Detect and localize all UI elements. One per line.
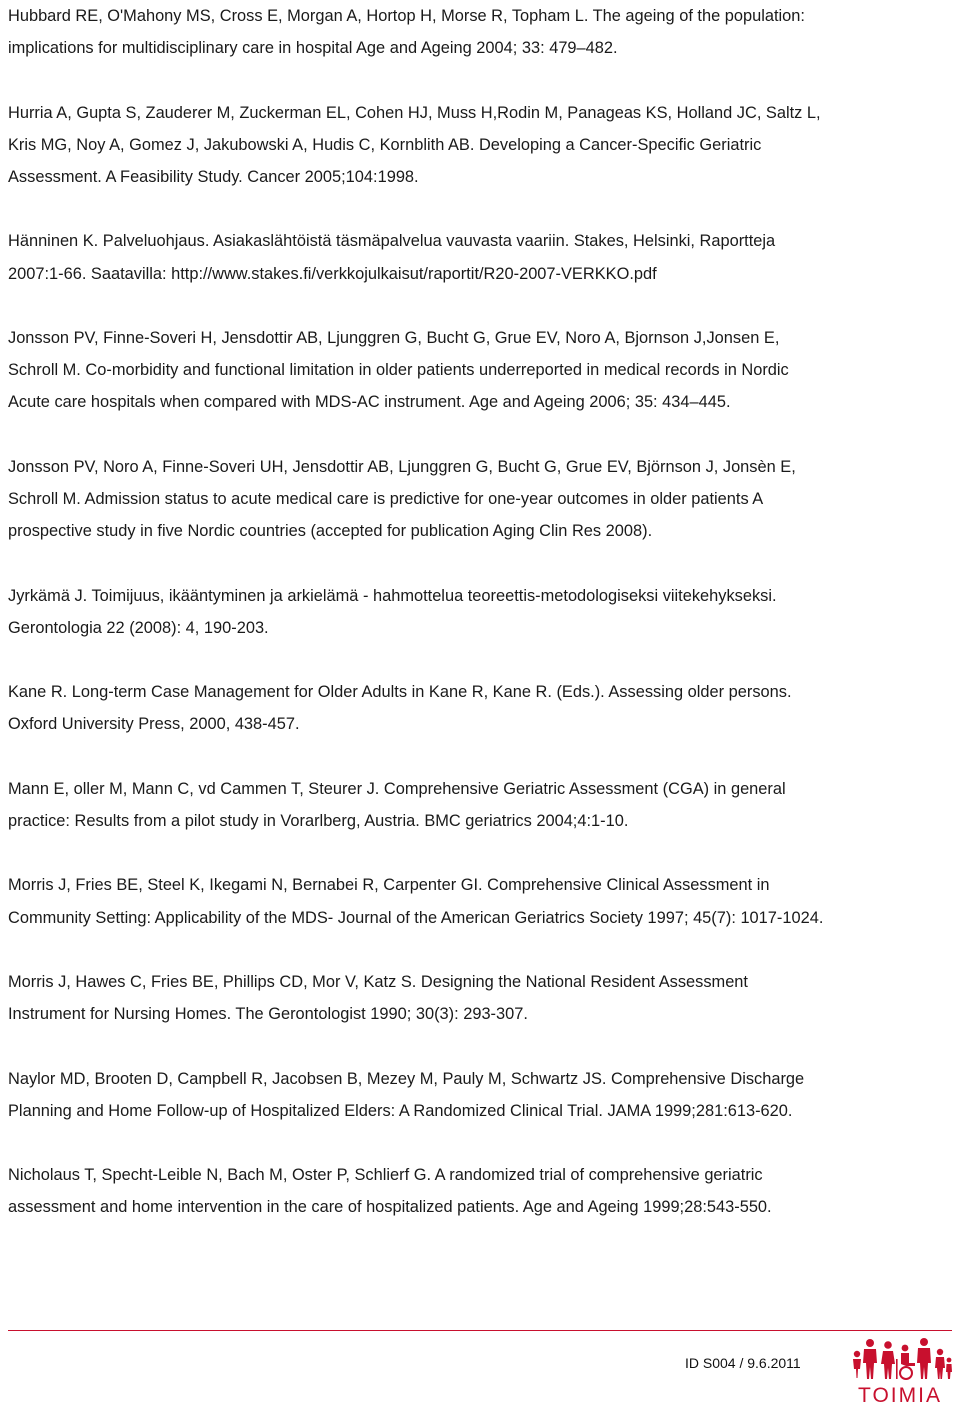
reference-line: Morris J, Hawes C, Fries BE, Phillips CD, Mor V, Katz S. Designing the National Resident Assessment xyxy=(8,972,748,991)
reference-line: Hänninen K. Palveluohjaus. Asiakaslähtöistä täsmäpalvelua vauvasta vaariin. Stakes, Helsinki, Raportteja xyxy=(8,232,776,251)
reference-line: Schroll M. Co-morbidity and functional limitation in older patients underreported in medical records in Nordic xyxy=(8,361,789,380)
reference-line: Schroll M. Admission status to acute medical care is predictive for one-year outcomes in older patients A xyxy=(8,489,764,508)
toimia-logo xyxy=(848,1334,952,1408)
reference-line: Morris J, Fries BE, Steel K, Ikegami N, Bernabei R, Carpenter GI. Comprehensive Clinical Assessment in xyxy=(8,876,770,895)
reference-line: implications for multidisciplinary care in hospital Age and Ageing 2004; 33: 479–482. xyxy=(8,39,618,58)
reference-entry xyxy=(8,1159,956,1223)
reference-line: Jyrkämä J. Toimijuus, ikääntyminen ja arkielämä - hahmottelua teoreettis-metodologiseksi viitekehykseksi. xyxy=(8,586,777,605)
reference-line: Community Setting: Applicability of the MDS- Journal of the American Geriatrics Society 1997; 45(7): 1017-1024. xyxy=(8,908,824,927)
reference-line: Planning and Home Follow-up of Hospitalized Elders: A Randomized Clinical Trial. JAMA 1999;281:613-620. xyxy=(8,1101,793,1120)
reference-entry xyxy=(8,1063,956,1127)
reference-line: Hurria A, Gupta S, Zauderer M, Zuckerman EL, Cohen HJ, Muss H,Rodin M, Panageas KS, Holland JC, Saltz L, xyxy=(8,103,821,122)
reference-line: Mann E, oller M, Mann C, vd Cammen T, Steurer J. Comprehensive Geriatric Assessment (CGA) in general xyxy=(8,779,786,798)
reference-entry xyxy=(8,773,956,837)
reference-line: Assessment. A Feasibility Study. Cancer 2005;104:1998. xyxy=(8,168,419,186)
reference-line: prospective study in five Nordic countries (accepted for publication Aging Clin Res 2008). xyxy=(8,522,653,541)
reference-entry xyxy=(8,97,956,194)
reference-entry xyxy=(8,0,956,64)
reference-line: Instrument for Nursing Homes. The Gerontologist 1990; 30(3): 293-307. xyxy=(8,1005,528,1024)
reference-entry xyxy=(8,869,956,933)
footer-divider xyxy=(8,1330,952,1331)
reference-line: Nicholaus T, Specht-Leible N, Bach M, Oster P, Schlierf G. A randomized trial of comprehensive geriatric xyxy=(8,1166,763,1185)
reference-line: Gerontologia 22 (2008): 4, 190-203. xyxy=(8,618,269,637)
reference-line: Kris MG, Noy A, Gomez J, Jakubowski A, Hudis C, Kornblith AB. Developing a Cancer-Specific Geriatric xyxy=(8,135,762,154)
reference-line: Oxford University Press, 2000, 438-457. xyxy=(8,715,300,734)
reference-line: Hubbard RE, O'Mahony MS, Cross E, Morgan A, Hortop H, Morse R, Topham L. The ageing of the population: xyxy=(8,7,805,25)
reference-line: Kane R. Long-term Case Management for Older Adults in Kane R, Kane R. (Eds.). Assessing older persons. xyxy=(8,683,792,702)
reference-line: Naylor MD, Brooten D, Campbell R, Jacobsen B, Mezey M, Pauly M, Schwartz JS. Comprehensive Discharge xyxy=(8,1069,805,1088)
people-figures-icon xyxy=(848,1334,952,1382)
reference-entry xyxy=(8,451,956,548)
reference-list xyxy=(8,0,956,1256)
reference-entry xyxy=(8,676,956,740)
reference-entry xyxy=(8,580,956,644)
reference-entry xyxy=(8,225,956,289)
document-id: ID S004 / 9.6.2011 xyxy=(685,1355,801,1371)
reference-line: Jonsson PV, Noro A, Finne-Soveri UH, Jensdottir AB, Ljunggren G, Bucht G, Grue EV, Björnson J, Jonsèn E, xyxy=(8,457,796,476)
reference-line: 2007:1-66. Saatavilla: http://www.stakes.fi/verkkojulkaisut/raportit/R20-2007-VERKKO.pdf xyxy=(8,264,657,283)
reference-entry xyxy=(8,966,956,1030)
reference-line: practice: Results from a pilot study in Vorarlberg, Austria. BMC geriatrics 2004;4:1-10. xyxy=(8,811,629,830)
reference-line: assessment and home intervention in the care of hospitalized patients. Age and Ageing 1999;28:543-550. xyxy=(8,1198,772,1217)
logo-wordmark: TOIMIA xyxy=(858,1384,942,1407)
reference-line: Acute care hospitals when compared with MDS-AC instrument. Age and Ageing 2006; 35: 434–445. xyxy=(8,393,731,412)
reference-line: Jonsson PV, Finne-Soveri H, Jensdottir AB, Ljunggren G, Bucht G, Grue EV, Noro A, Bjornson J,Jonsen E, xyxy=(8,328,780,347)
reference-entry xyxy=(8,322,956,419)
